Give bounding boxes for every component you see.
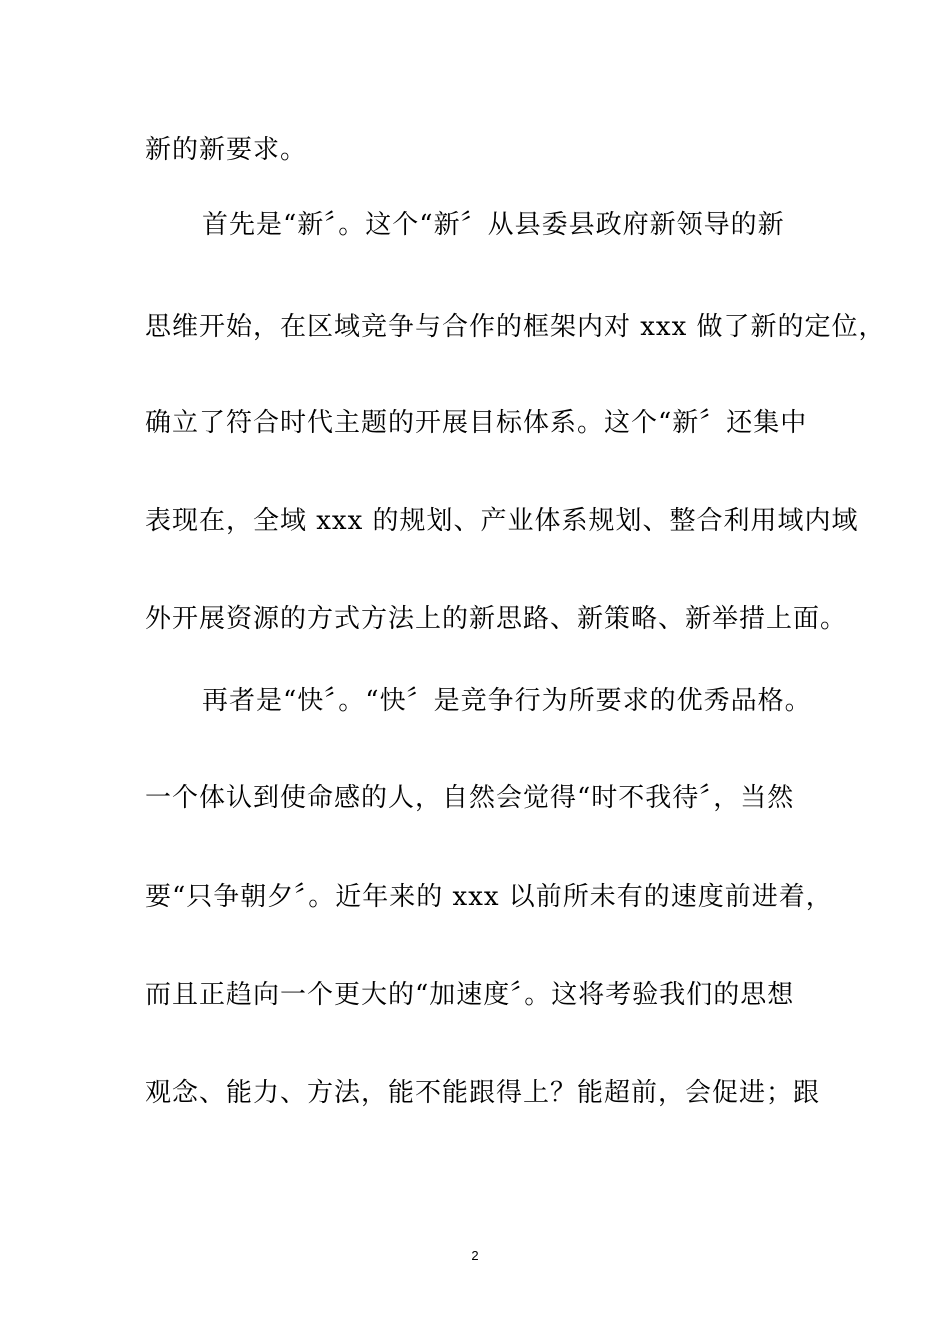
text-line-5: 表现在，全域 xxx 的规划、产业体系规划、整合利用域内域 (145, 506, 859, 536)
text-line-2: 首先是“新〞。这个“新〞从县委县政府新领导的新 (202, 210, 785, 240)
text-line-6: 外开展资源的方式方法上的新思路、新策略、新举措上面。 (145, 604, 848, 634)
text-line-10: 而且正趋向一个更大的“加速度〞。这将考验我们的思想 (145, 980, 795, 1010)
text-line-11: 观念、能力、方法，能不能跟得上？能超前，会促进；跟 (145, 1078, 821, 1108)
text-line-4: 确立了符合时代主题的开展目标体系。这个“新〞还集中 (145, 408, 808, 438)
text-line-9: 要“只争朝夕〞。近年来的 xxx 以前所未有的速度前进着， (145, 882, 833, 912)
page-number: 2 (471, 1248, 479, 1263)
text-line-7: 再者是“快〞。“快〞是竞争行为所要求的优秀品格。 (202, 686, 812, 716)
text-line-3: 思维开始，在区域竞争与合作的框架内对 xxx 做了新的定位， (145, 312, 886, 342)
text-line-1: 新的新要求。 (145, 135, 308, 165)
text-line-8: 一个体认到使命感的人，自然会觉得“时不我待〞，当然 (145, 783, 795, 813)
